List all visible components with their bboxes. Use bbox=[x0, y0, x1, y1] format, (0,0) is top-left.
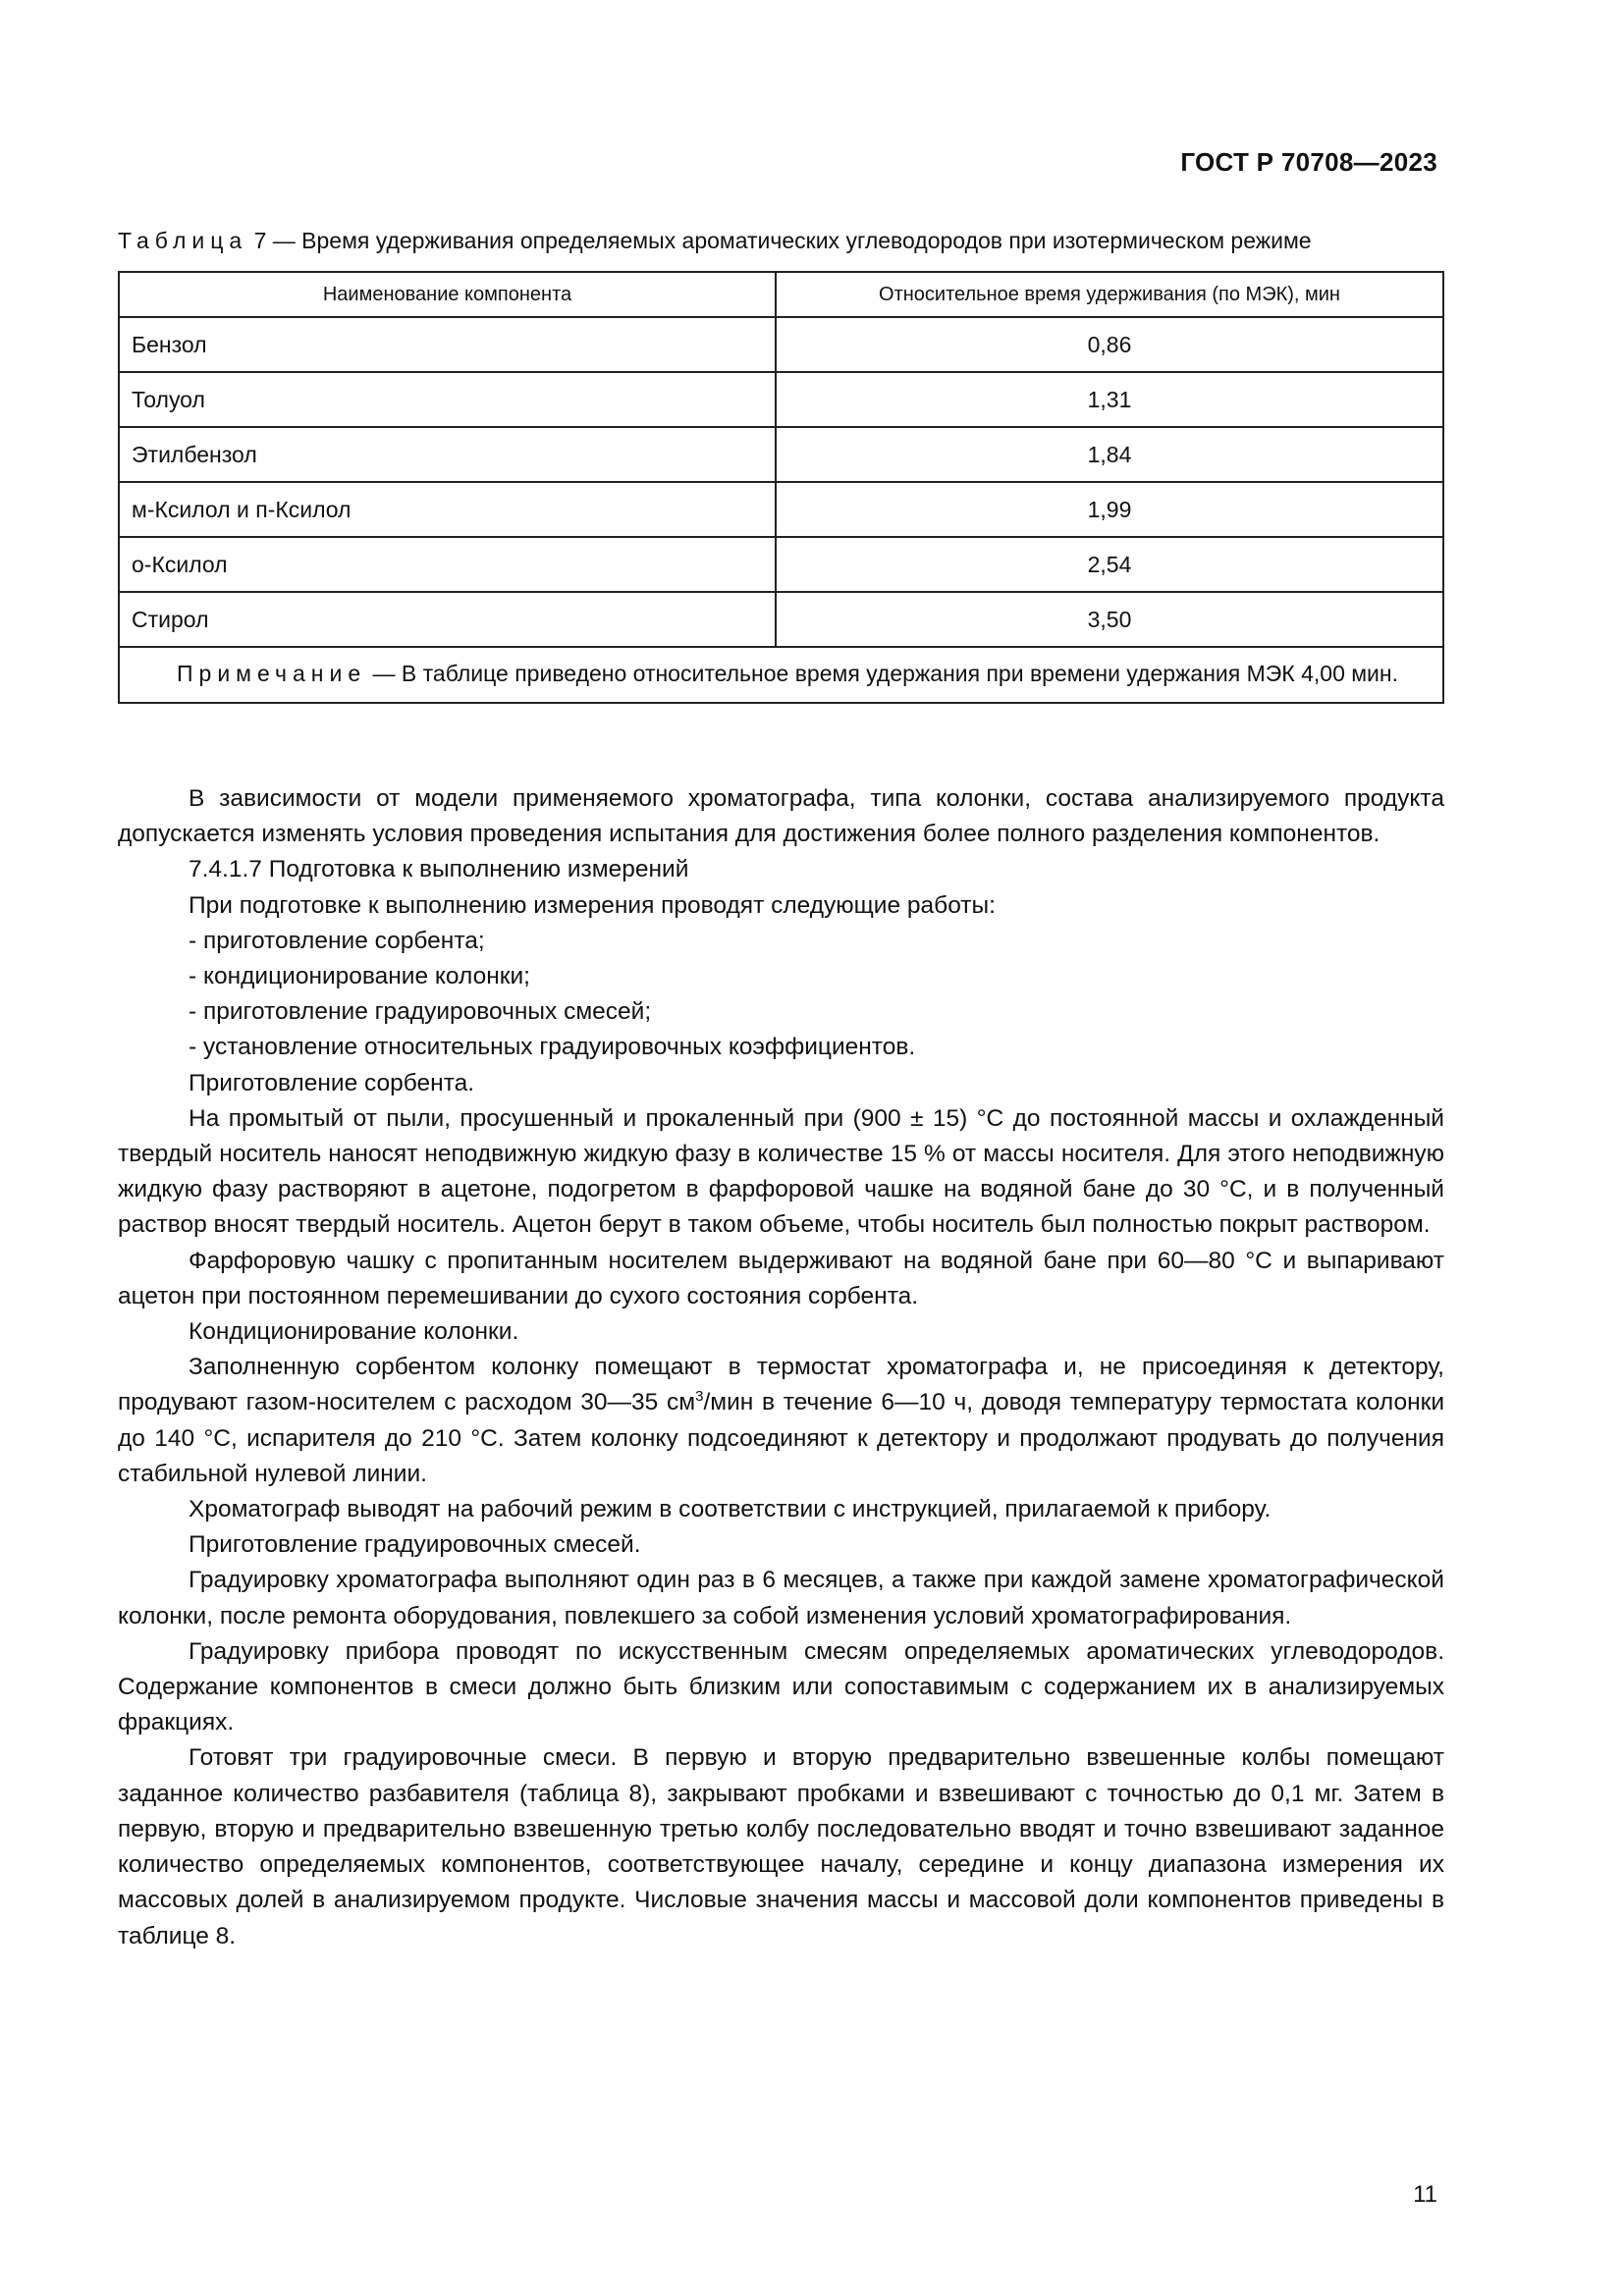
retention-time-table bbox=[118, 271, 1444, 704]
section-heading: 7.4.1.7 Подготовка к выполнению измерений bbox=[189, 856, 689, 883]
subheading: Кондиционирование колонки. bbox=[189, 1318, 519, 1346]
retention-value: 0,86 bbox=[776, 317, 1443, 372]
table-note-row bbox=[119, 647, 1443, 703]
component-name: Бензол bbox=[119, 317, 776, 372]
paragraph: Готовят три градуировочные смеси. В первую и вторую предварительно взвешенные колбы помещают заданное количество разбавителя (таблица 8), закрывают пробками и взвешивают с точностью до 0,1 мг. Затем в первую, вторую и предварительно взвешенную третью колбу последовательно вводят и точно взвешивают заданное количество определяемых компонентов, соответствующее началу, середине и концу диапазона измерения их массовых долей в анализируемом продукте. Числовые значения массы и массовой доли компонентов приведены в таблице 8. bbox=[118, 1744, 1444, 1949]
table-note bbox=[119, 647, 1443, 703]
table-caption-title: 7 — Время удерживания определяемых ароматических углеводородов при изотермическом режиме bbox=[253, 228, 1312, 253]
superscript: 3 bbox=[695, 1388, 704, 1406]
page-number: 11 bbox=[1413, 2181, 1437, 2208]
table-row bbox=[119, 482, 1443, 537]
paragraph: В зависимости от модели применяемого хроматографа, типа колонки, состава анализируемого продукта допускается изменять условия проведения испытания для достижения более полного разделения компонентов. bbox=[118, 785, 1444, 848]
retention-value: 1,84 bbox=[776, 427, 1443, 482]
component-name: Стирол bbox=[119, 592, 776, 647]
table-row bbox=[119, 592, 1443, 647]
header-component: Наименование компонента bbox=[119, 272, 776, 317]
subheading: Приготовление градуировочных смесей. bbox=[189, 1531, 641, 1559]
table-header-row bbox=[119, 272, 1443, 317]
retention-value: 1,99 bbox=[776, 482, 1443, 537]
table-note-text: — В таблице приведено относительное время удержания при времени удержания МЭК 4,00 мин. bbox=[366, 661, 1398, 686]
paragraph: При подготовке к выполнению измерения проводят следующие работы: bbox=[189, 891, 996, 919]
paragraph: Фарфоровую чашку с пропитанным носителем выдерживают на водяной бане при 60—80 °С и выпаривают ацетон при постоянном перемешивании до сухого состояния сорбента. bbox=[118, 1247, 1444, 1309]
table-caption bbox=[118, 226, 1448, 255]
header-retention-time: Относительное время удерживания (по МЭК), мин bbox=[776, 272, 1443, 317]
retention-value: 3,50 bbox=[776, 592, 1443, 647]
list-item: - приготовление градуировочных смесей; bbox=[189, 998, 652, 1026]
list-item: - кондиционирование колонки; bbox=[189, 963, 530, 990]
paragraph: Хроматограф выводят на рабочий режим в соответствии с инструкцией, прилагаемой к прибору. bbox=[189, 1496, 1272, 1523]
document-body bbox=[118, 781, 1444, 1954]
table-caption-label: Таблица bbox=[118, 228, 248, 253]
table-note-label: Примечание bbox=[177, 661, 367, 686]
component-name: о-Ксилол bbox=[119, 537, 776, 592]
paragraph bbox=[118, 1350, 1444, 1492]
table-row bbox=[119, 427, 1443, 482]
text-run: Заполненную сорбентом колонку помещают в термостат хроматографа и, не присоединяя к детектору, продувают газом-носителем с расходом 30—35 см bbox=[118, 1354, 1444, 1416]
list-item: - приготовление сорбента; bbox=[189, 927, 485, 954]
list-item: - установление относительных градуировочных коэффициентов. bbox=[189, 1034, 916, 1061]
paragraph: Градуировку прибора проводят по искусственным смесям определяемых ароматических углеводородов. Содержание компонентов в смеси должно быть близким или сопоставимым с содержанием их в анализируемых фракциях. bbox=[118, 1637, 1444, 1736]
retention-value: 2,54 bbox=[776, 537, 1443, 592]
component-name: м-Ксилол и п-Ксилол bbox=[119, 482, 776, 537]
table-row bbox=[119, 537, 1443, 592]
retention-value: 1,31 bbox=[776, 372, 1443, 427]
table-row bbox=[119, 317, 1443, 372]
paragraph: На промытый от пыли, просушенный и прокаленный при (900 ± 15) °С до постоянной массы и охлажденный твердый носитель наносят неподвижную жидкую фазу в количестве 15 % от массы носителя. Для этого неподвижную жидкую фазу растворяют в ацетоне, подогретом в фарфоровой чашке на водяной бане до 30 °С, и в полученный раствор вносят твердый носитель. Ацетон берут в таком объеме, чтобы носитель был полностью покрыт раствором. bbox=[118, 1104, 1444, 1239]
table-row bbox=[119, 372, 1443, 427]
component-name: Толуол bbox=[119, 372, 776, 427]
subheading: Приготовление сорбента. bbox=[189, 1069, 475, 1096]
paragraph: Градуировку хроматографа выполняют один раз в 6 месяцев, а также при каждой замене хроматографической колонки, после ремонта оборудования, повлекшего за собой изменения условий хроматографирования. bbox=[118, 1567, 1444, 1629]
text-run: /мин в течение 6—10 ч, доводя температуру термостата колонки до 140 °С, испарителя до 210 °С. Затем колонку подсоединяют к детектору и продолжают продувать до получения стабильной нулевой линии. bbox=[118, 1389, 1445, 1487]
document-standard-number: ГОСТ Р 70708—2023 bbox=[1180, 147, 1437, 177]
component-name: Этилбензол bbox=[119, 427, 776, 482]
